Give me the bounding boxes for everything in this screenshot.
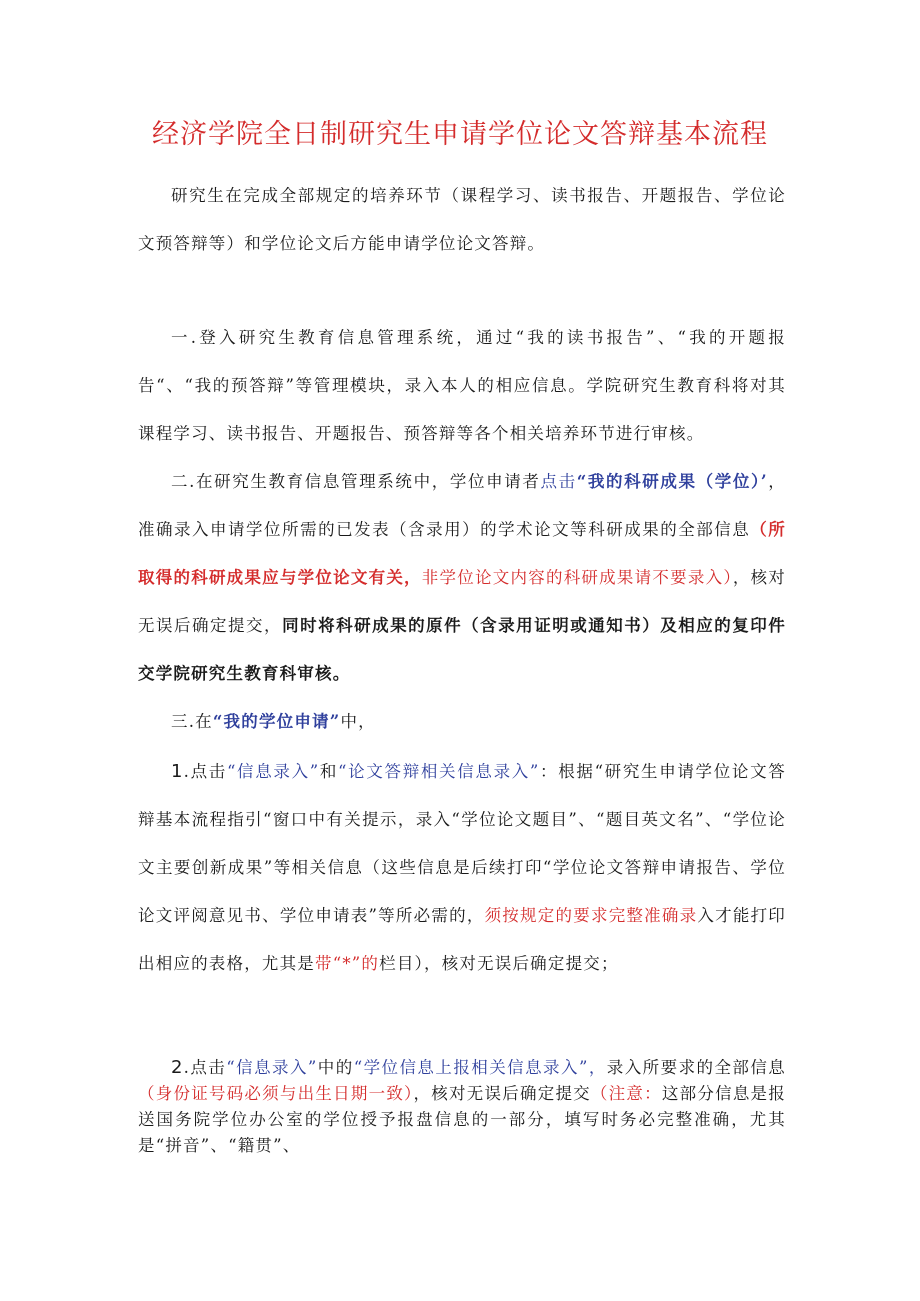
step-two-paragraph <box>138 458 786 698</box>
step-three-tail: 中， <box>340 712 376 731</box>
item-two-module-1: “信息录入” <box>226 1058 318 1077</box>
item-one-and: 和 <box>319 762 339 781</box>
item-two-mid: 中的 <box>317 1058 354 1077</box>
item-two-red-attention: （注意： <box>590 1084 662 1103</box>
step-three-lead: 三.在 <box>171 712 213 731</box>
step-three-paragraph <box>138 698 786 746</box>
item-one-red-asterisk: 带“*”的 <box>315 954 380 973</box>
step-two-click: 点击 <box>540 472 577 491</box>
item-two-mid2: ，核对无误后确定提交 <box>413 1084 591 1103</box>
step-three-module: “我的学位申请” <box>212 712 341 731</box>
step-two-lead: 二.在研究生教育信息管理系统中，学位申请者 <box>171 472 541 491</box>
item-one-number: 1 <box>171 761 184 782</box>
step-two-body: ，准确录入申请学位所需的已发表（含录用）的学术论文等科研成果的全部信息 <box>138 472 787 539</box>
item-one-module-1: “信息录入” <box>226 762 320 781</box>
item-one-tail: 栏目），核对无误后确定提交； <box>379 954 619 973</box>
item-one-red-requirement: 须按规定的要求完整准确录 <box>484 906 698 925</box>
item-two-paragraph <box>138 1055 786 1159</box>
step-two-bold-tail: 同时将科研成果的原件（含录用证明或通知书）及相应的复印件交学院研究生教育科审核。 <box>138 616 786 683</box>
item-two-red-id-note: （身份证号码必须与出生日期一致） <box>138 1084 414 1103</box>
item-one-paragraph <box>138 748 786 988</box>
item-one-lead: .点击 <box>183 762 227 781</box>
step-two-module: “我的科研成果（学位）’ <box>576 472 768 491</box>
item-two-number: 2 <box>171 1057 184 1078</box>
step-two-paren-open: （ <box>750 520 769 539</box>
item-two-tail: 这部分信息是报送国务院学位办公室的学位授予报盘信息的一部分，填写时务必完整准确，尤其是“拼音”、“籍贯”、 <box>138 1084 786 1155</box>
step-one-paragraph: 一.登入研究生教育信息管理系统，通过“我的读书报告”、“我的开题报告“、“我的预答辩”等管理模块，录入本人的相应信息。学院研究生教育科将对其课程学习、读书报告、开题报告、预答辩等各个相关培养环节进行审核。 <box>138 328 786 443</box>
item-two-lead: .点击 <box>183 1058 227 1077</box>
item-one-body: ：根据“研究生申请学位论文答辩基本流程指引“窗口中有关提示，录入“学位论文题目”、“题目英文名”、“学位论文主要创新成果”等相关信息（这些信息是后续打印“学位论文答辩申请报告、学位论文评阅意见书、学位申请表”等所必需的， <box>138 762 786 925</box>
intro-paragraph: 研究生在完成全部规定的培养环节（课程学习、读书报告、开题报告、学位论文预答辩等）和学位论文后方能申请学位论文答辩。 <box>138 186 786 253</box>
item-two-body: 录入所要求的全部信息 <box>606 1058 786 1077</box>
step-two-after: ，核对无误后确定提交， <box>138 568 786 635</box>
item-one-mid: 入才能打印出相应的表格，尤其是 <box>138 906 787 973</box>
document-title: 经济学院全日制研究生申请学位论文答辩基本流程 <box>152 119 768 150</box>
step-two-note-bold: 所取得的科研成果应与学位论文有关， <box>138 520 786 587</box>
item-two-module-2: “学位信息上报相关信息录入”， <box>353 1058 607 1077</box>
step-two-note-plain: 非学位论文内容的科研成果请不要录入） <box>421 568 733 587</box>
item-one-module-2: “论文答辩相关信息录入” <box>338 762 540 781</box>
